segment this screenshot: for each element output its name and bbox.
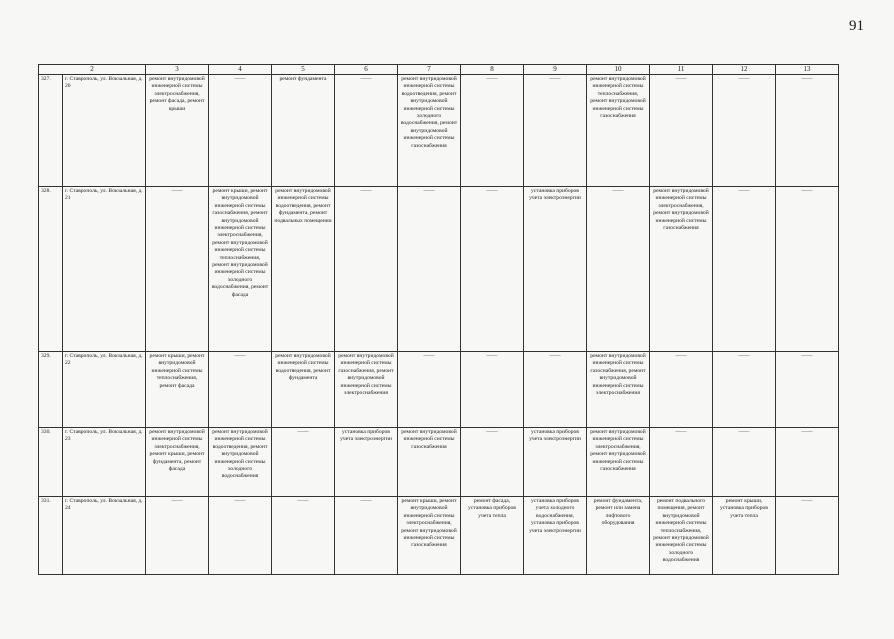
work-cell: —— — [650, 352, 713, 428]
column-number-header: 3 — [146, 65, 209, 75]
work-cell: —— — [209, 497, 272, 575]
work-cell: —— — [272, 497, 335, 575]
work-cell: —— — [398, 187, 461, 352]
column-number-header: 2 — [39, 65, 146, 75]
work-cell: —— — [209, 352, 272, 428]
column-number-row — [39, 65, 839, 75]
address-cell: г. Ставрополь, ул. Вокзальная, д. 23 — [63, 428, 146, 497]
address-cell: г. Ставрополь, ул. Вокзальная, д. 22 — [63, 352, 146, 428]
work-cell: установка приборов учета электроэнергии — [335, 428, 398, 497]
work-cell: —— — [650, 428, 713, 497]
work-cell: ремонт внутридомовой инженерной системы газоснабжения, ремонт внутридомовой инженерной системы электроснабжения — [587, 352, 650, 428]
table-row — [39, 428, 839, 497]
work-cell: ремонт внутридомовой инженерной системы электроснабжения, ремонт фасада, ремонт крыши — [146, 75, 209, 187]
work-cell: —— — [272, 428, 335, 497]
work-cell: ремонт внутридомовой инженерной системы газоснабжения, ремонт внутридомовой инженерной системы электроснабжения — [335, 352, 398, 428]
work-cell: —— — [650, 75, 713, 187]
column-number-header: 13 — [776, 65, 839, 75]
work-cell: —— — [524, 352, 587, 428]
address-cell: г. Ставрополь, ул. Вокзальная, д. 24 — [63, 497, 146, 575]
work-cell: —— — [461, 75, 524, 187]
work-cell: —— — [461, 187, 524, 352]
work-cell: —— — [524, 75, 587, 187]
address-cell: г. Ставрополь, ул. Вокзальная, д. 20 — [63, 75, 146, 187]
work-cell: ремонт крыши, ремонт внутридомовой инженерной системы электроснабжения, ремонт внутридомовой инженерной системы газоснабжения — [398, 497, 461, 575]
column-number-header: 9 — [524, 65, 587, 75]
work-cell: установка приборов учета холодного водоснабжения, установка приборов учета электроэнергии — [524, 497, 587, 575]
work-cell: —— — [398, 352, 461, 428]
work-cell: ремонт внутридомовой инженерной системы газоснабжения — [398, 428, 461, 497]
column-number-header: 10 — [587, 65, 650, 75]
work-cell: —— — [146, 497, 209, 575]
work-cell: ремонт внутридомовой инженерной системы водоотведения, ремонт внутридомовой инженерной системы холодного водоснабжения, ремонт внутридомовой инженерной системы газоснабжения — [398, 75, 461, 187]
work-cell: ремонт подвального помещения, ремонт внутридомовой инженерной системы теплоснабжения, ремонт внутридомовой инженерной системы холодного водоснабжения — [650, 497, 713, 575]
address-cell: г. Ставрополь, ул. Вокзальная, д. 21 — [63, 187, 146, 352]
work-cell: —— — [776, 75, 839, 187]
page-number: 91 — [849, 18, 864, 34]
work-cell: —— — [713, 187, 776, 352]
row-number: 329. — [39, 352, 63, 428]
column-number-header: 4 — [209, 65, 272, 75]
work-cell: ремонт внутридомовой инженерной системы водоотведения, ремонт фундамента — [272, 352, 335, 428]
table-row — [39, 497, 839, 575]
work-cell: —— — [713, 75, 776, 187]
column-number-header: 8 — [461, 65, 524, 75]
work-cell: ремонт внутридомовой инженерной системы электроснабжения, ремонт внутридомовой инженерной системы газоснабжения — [587, 428, 650, 497]
row-number: 331. — [39, 497, 63, 575]
work-cell: ремонт внутридомовой инженерной системы водоотведения, ремонт фундамента, ремонт подвальных помещении — [272, 187, 335, 352]
row-number: 328. — [39, 187, 63, 352]
work-cell: ремонт крыши, ремонт внутридомовой инженерной системы теплоснабжения, ремонт фасада — [146, 352, 209, 428]
work-cell: —— — [335, 75, 398, 187]
work-cell: установка приборов учета электроэнергии — [524, 187, 587, 352]
work-cell: ремонт крыши, ремонт внутридомовой инженерной системы газоснабжения, ремонт внутридомовой инженерной системы электроснабжения, ремонт внутридомовой инженерной системы теплоснабжения, ремонт внутридомовой инженерной системы холодного водоснабжения, ремонт фасада — [209, 187, 272, 352]
work-cell: ремонт фундамента — [272, 75, 335, 187]
work-cell: —— — [461, 428, 524, 497]
table-row — [39, 187, 839, 352]
column-number-header: 12 — [713, 65, 776, 75]
work-cell: ремонт фундамента, ремонт или замена лифтового оборудования — [587, 497, 650, 575]
work-cell: —— — [776, 352, 839, 428]
column-number-header: 11 — [650, 65, 713, 75]
work-cell: ремонт крыши, установка приборов учета тепла — [713, 497, 776, 575]
column-number-header: 5 — [272, 65, 335, 75]
work-cell: —— — [776, 428, 839, 497]
column-number-header: 7 — [398, 65, 461, 75]
work-cell: —— — [776, 187, 839, 352]
work-cell: —— — [776, 497, 839, 575]
table-row — [39, 352, 839, 428]
work-cell: ремонт внутридомовой инженерной системы электроснабжения, ремонт внутридомовой инженерной системы газоснабжения — [650, 187, 713, 352]
work-cell: ремонт внутридомовой инженерной системы теплоснабжения, ремонт внутридомовой инженерной системы газоснабжения — [587, 75, 650, 187]
work-cell: установка приборов учета электроэнергии — [524, 428, 587, 497]
work-cell: —— — [587, 187, 650, 352]
work-cell: —— — [335, 187, 398, 352]
column-number-header: 6 — [335, 65, 398, 75]
work-cell: —— — [335, 497, 398, 575]
work-cell: —— — [713, 352, 776, 428]
repair-schedule-table — [38, 64, 839, 575]
work-cell: —— — [146, 187, 209, 352]
work-cell: —— — [209, 75, 272, 187]
row-number: 327. — [39, 75, 63, 187]
work-cell: ремонт внутридомовой инженерной системы электроснабжения, ремонт крыши, ремонт фундамента, ремонт фасада — [146, 428, 209, 497]
row-number: 330. — [39, 428, 63, 497]
work-cell: ремонт фасада, установка приборов учета тепла — [461, 497, 524, 575]
work-cell: —— — [461, 352, 524, 428]
table-row — [39, 75, 839, 187]
work-cell: —— — [713, 428, 776, 497]
work-cell: ремонт внутридомовой инженерной системы водоотведения, ремонт внутридомовой инженерной системы холодного водоснабжения — [209, 428, 272, 497]
